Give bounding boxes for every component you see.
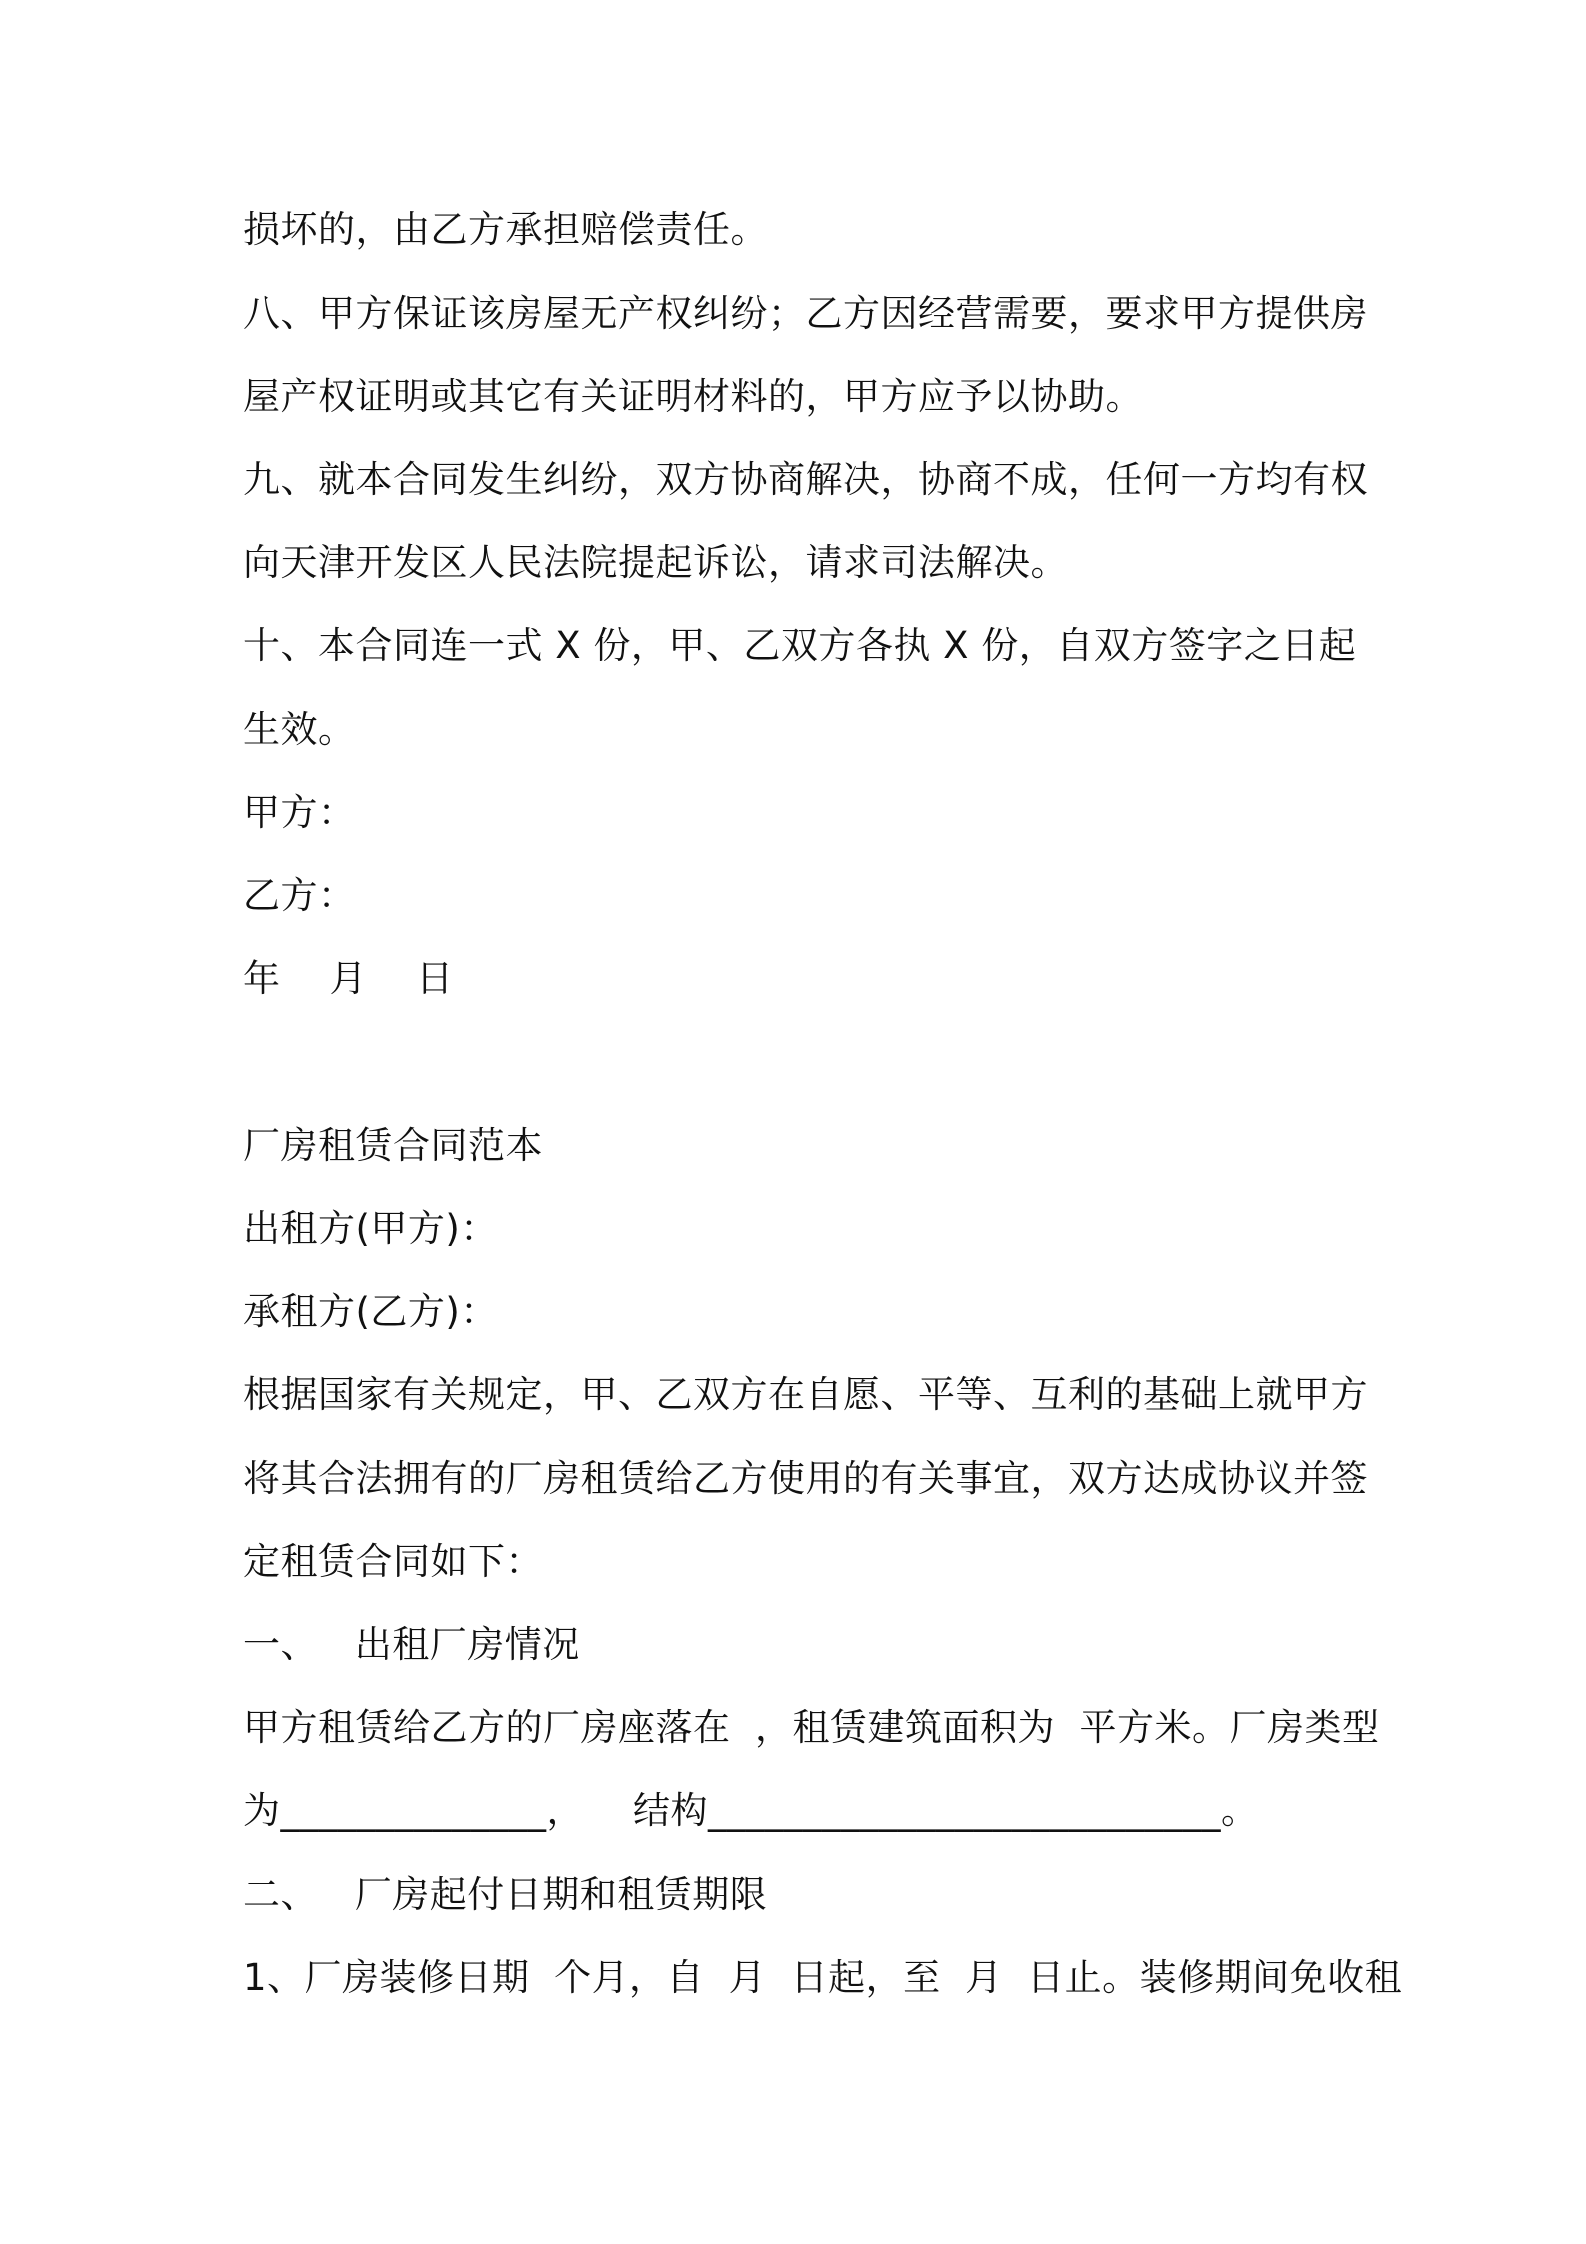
document-title: 厂房租赁合同范本	[243, 1124, 543, 1167]
lessor-line: 出租方(甲方)：	[243, 1207, 498, 1250]
signature-date: 年 月 日	[243, 957, 454, 1000]
section-heading-2: 二、 厂房起付日期和租赁期限	[243, 1873, 768, 1916]
text-line-clause-8-a: 八、甲方保证该房屋无产权纠纷；乙方因经营需要，要求甲方提供房	[243, 292, 1368, 335]
section-1-line-2: 为______________， 结构___________________________。	[243, 1789, 1259, 1832]
section-heading-1: 一、 出租厂房情况	[243, 1623, 580, 1666]
section-1-line-1: 甲方租赁给乙方的厂房座落在 ，租赁建筑面积为 平方米。厂房类型	[243, 1706, 1380, 1749]
text-line-clause-8-b: 屋产权证明或其它有关证明材料的，甲方应予以协助。	[243, 375, 1143, 418]
signature-party-b: 乙方：	[243, 874, 356, 917]
text-line-clause-10-a: 十、本合同连一式 X 份，甲、乙双方各执 X 份，自双方签字之日起	[243, 624, 1357, 667]
intro-line-2: 将其合法拥有的厂房租赁给乙方使用的有关事宜，双方达成协议并签	[243, 1457, 1368, 1500]
intro-line-3: 定租赁合同如下：	[243, 1540, 543, 1583]
intro-line-1: 根据国家有关规定，甲、乙双方在自愿、平等、互利的基础上就甲方	[243, 1373, 1368, 1416]
text-line-clause-9-a: 九、就本合同发生纠纷，双方协商解决，协商不成，任何一方均有权	[243, 458, 1368, 501]
text-line-clause-9-b: 向天津开发区人民法院提起诉讼，请求司法解决。	[243, 541, 1068, 584]
signature-party-a: 甲方：	[243, 791, 356, 834]
text-line-clause-10-b: 生效。	[243, 708, 356, 751]
text-line-damage-liability: 损坏的，由乙方承担赔偿责任。	[243, 208, 768, 251]
lessee-line: 承租方(乙方)：	[243, 1290, 498, 1333]
section-2-item-1: 1、厂房装修日期 个月，自 月 日起，至 月 日止。装修期间免收租	[243, 1956, 1403, 1999]
